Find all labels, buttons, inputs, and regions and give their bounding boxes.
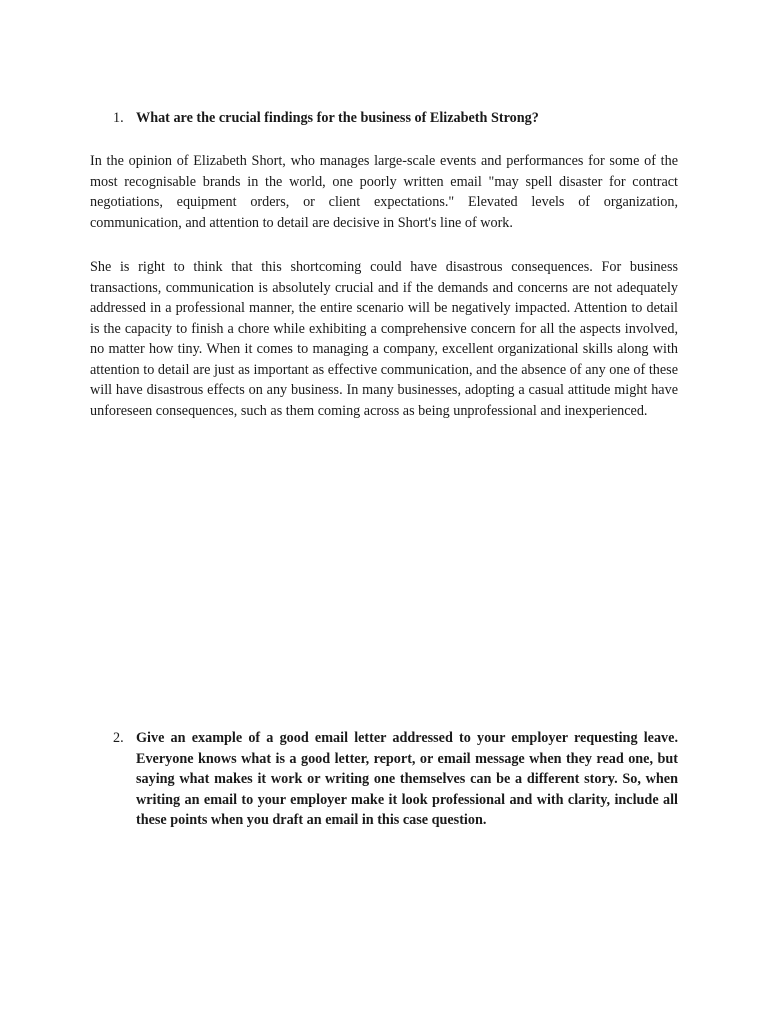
answer-paragraph-2: She is right to think that this shortcoming could have disastrous consequences. For business transactions, communication is absolutely crucial and if the demands and concerns are not adequately addressed in a professional manner, the entire scenario will be negatively impacted. Attention to detail is the capacity to finish a chore while exhibiting a comprehensive concern for all the aspects involved, no matter how tiny. When it comes to managing a company, excellent organizational skills along with attention to detail are just as important as effective communication, and the absence of any one of these will have disastrous effects on any business. In many businesses, adopting a casual attitude might have unforeseen consequences, such as them coming across as being unprofessional and inexperienced.	[90, 259, 678, 419]
question-2	[90, 728, 678, 831]
question-number: 2.	[113, 730, 124, 746]
question-1	[90, 108, 678, 129]
question-number: 1.	[113, 110, 124, 126]
answer-paragraph-1: In the opinion of Elizabeth Short, who manages large-scale events and performances for some of the most recognisable brands in the world, one poorly written email "may spell disaster for contract negotiations, equipment orders, or client expectations." Elevated levels of organization, communication, and attention to detail are decisive in Short's line of work.	[90, 153, 678, 231]
question-text: What are the crucial findings for the business of Elizabeth Strong?	[136, 110, 539, 126]
question-text: Give an example of a good email letter addressed to your employer requesting leave. Everyone knows what is a good letter, report, or email message when they read one, but saying what makes it work or writing one themselves can be a different story. So, when writing an email to your employer make it look professional and with clarity, include all these points when you draft an email in this case question.	[136, 730, 678, 828]
